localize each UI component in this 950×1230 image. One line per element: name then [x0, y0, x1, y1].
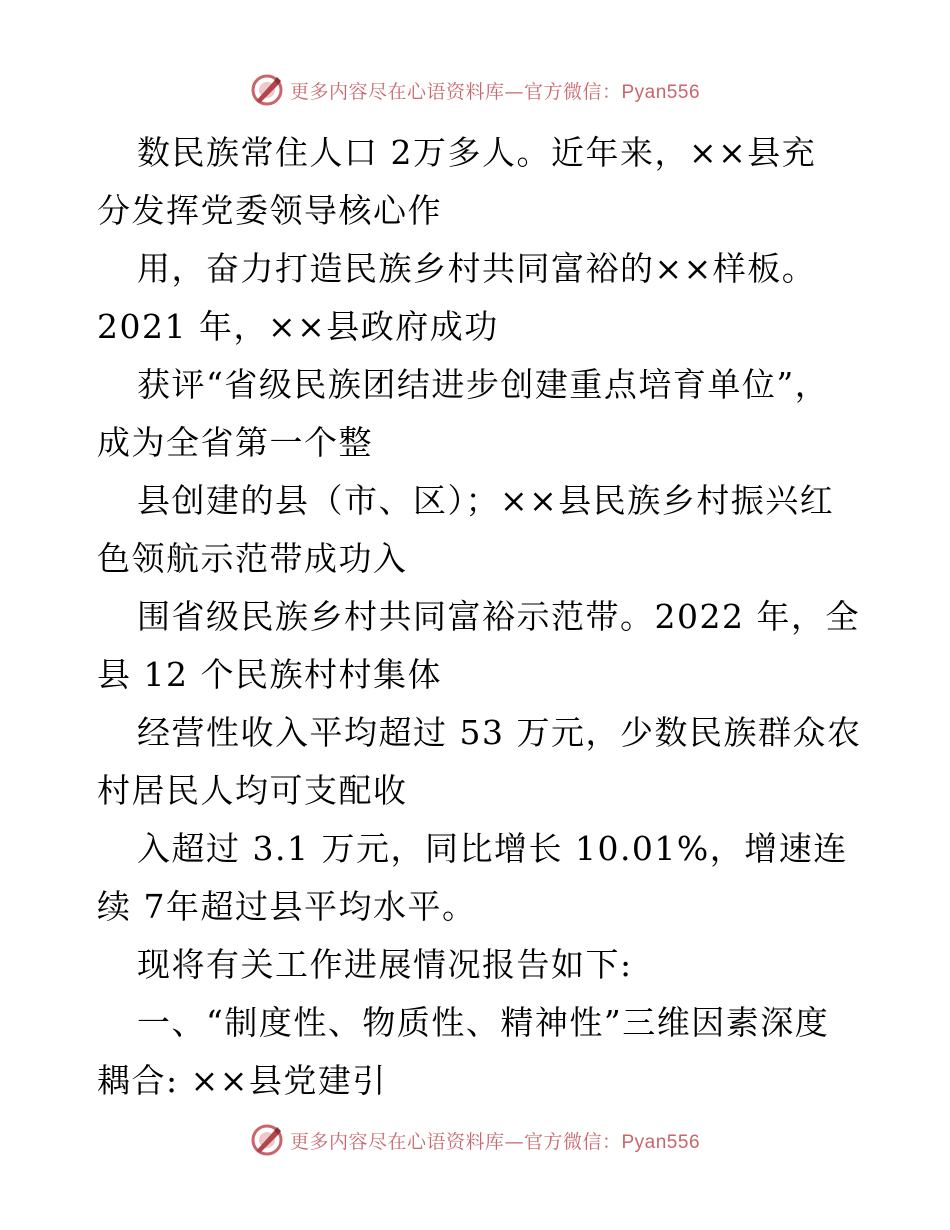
- text-line: 村居民人均可支配收: [97, 771, 408, 810]
- paragraph: [97, 356, 857, 472]
- pen-logo-icon: [250, 73, 284, 107]
- paragraph: [97, 240, 857, 356]
- paragraph: [97, 820, 857, 936]
- text-line: 县创建的县（市、区）；××县民族乡村振兴红: [137, 481, 835, 520]
- text-line: 续 7年超过县平均水平。: [97, 887, 477, 926]
- paragraph: [97, 704, 862, 820]
- text-line: 用，奋力打造民族乡村共同富裕的××样板。: [137, 249, 817, 288]
- paragraph: [97, 936, 857, 994]
- text-line: 数民族常住人口 2万多人。近年来，××县充: [137, 133, 817, 172]
- text-line: 获评“省级民族团结进步创建重点培育单位”，: [137, 365, 830, 404]
- text-line: 县 12 个民族村村集体: [97, 655, 442, 694]
- watermark-text: 更多内容尽在心语资料库—官方微信：Pyan556: [289, 1130, 701, 1153]
- watermark-text: 更多内容尽在心语资料库—官方微信：Pyan556: [289, 80, 701, 103]
- text-line: 现将有关工作进展情况报告如下:: [137, 945, 633, 984]
- text-line: 入超过 3.1 万元，同比增长 10.01%，增速连: [137, 829, 848, 868]
- text-line: 色领航示范带成功入: [97, 539, 408, 578]
- footer-watermark: [0, 1120, 950, 1160]
- text-line: 围省级民族乡村共同富裕示范带。2022 年，全: [137, 597, 860, 636]
- paragraph: [97, 994, 857, 1110]
- text-line: 成为全省第一个整: [97, 423, 373, 462]
- text-line: 耦合: ××县党建引: [97, 1061, 387, 1100]
- document-body: [97, 124, 862, 1110]
- text-line: 经营性收入平均超过 53 万元，少数民族群众农: [137, 713, 862, 752]
- pen-logo-icon: [250, 1123, 284, 1157]
- paragraph: [97, 124, 857, 240]
- text-line: 分发挥党委领导核心作: [97, 191, 442, 230]
- paragraph: [97, 472, 857, 588]
- text-line: 一、“制度性、物质性、精神性”三维因素深度: [137, 1003, 830, 1042]
- header-watermark: [0, 70, 950, 110]
- paragraph: [97, 588, 860, 704]
- text-line: 2021 年，××县政府成功: [97, 307, 499, 346]
